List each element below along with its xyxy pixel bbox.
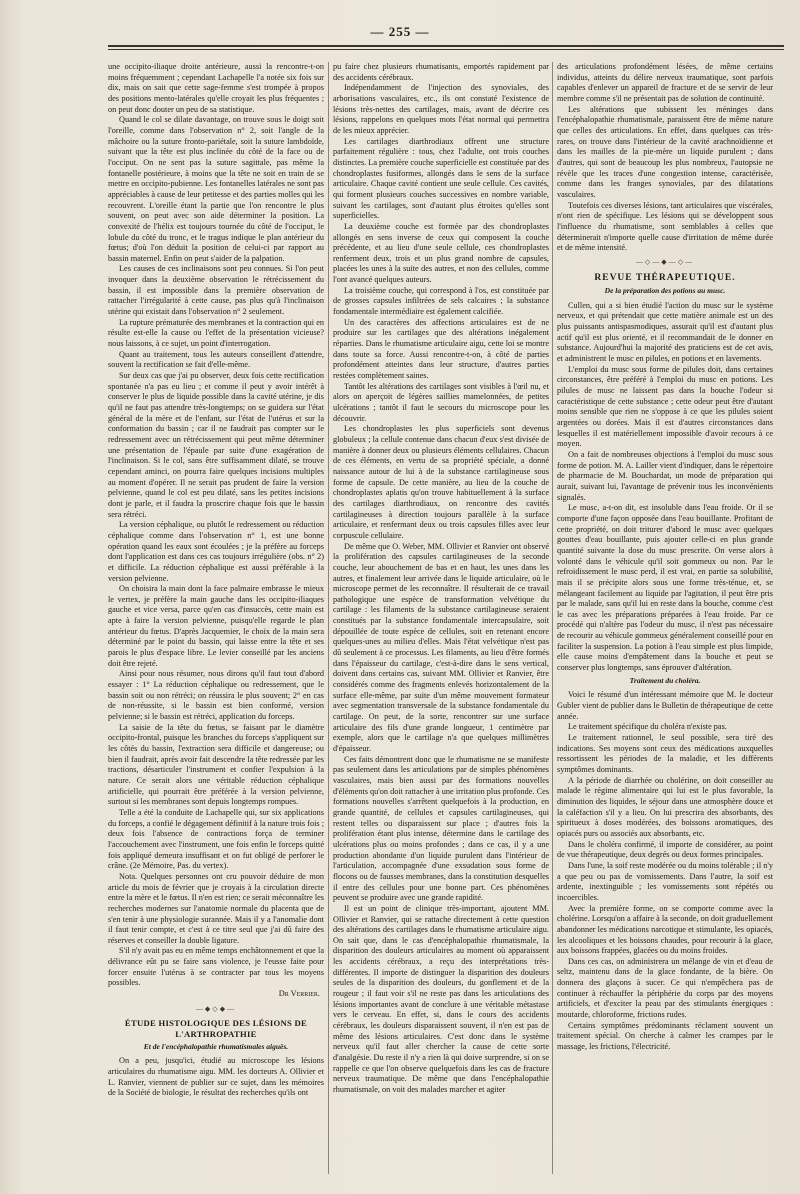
header-rule-thin (108, 49, 784, 50)
paragraph: Ainsi pour nous résumer, nous dirons qu'il faut tout d'abord essayer : 1° La réduction céphalique ou redressement, que le bassin soit ou non rétréci; on réussira le plus souvent; 2° en cas de non-réussite, si le bassin est bien conformé, version pelvienne; si le bassin est rétréci, application du forceps. (108, 669, 324, 722)
paragraph: Telle a été la conduite de Lachapelle qui, sur six applications du forceps, a confié le dégagement définitif à la nature trois fois ; deux fois l'absence de contractions força de terminer l'accouchement avec l'instrument, une fois enfin le forceps quitté fois appliqué demeura insuffisant et on fut obligé de perforer le crâne. (2e Mémoire, Pas. du vertex). (108, 807, 324, 871)
paragraph: Voici le résumé d'un intéressant mémoire que M. le docteur Gubler vient de publier dans le Bulletin de thérapeutique de cette année. (557, 690, 773, 721)
column-divider (552, 62, 553, 1174)
author-signature: Dr Verrier. (278, 989, 320, 999)
paragraph: Il est un point de clinique très-important, ajoutent MM. Ollivier et Ranvier, qui se rattache directement à cette question des altérations des cartilages dans le rhumatisme articulaire aigu. On sait que, dans le cas d'encéphalopathie rhumatismale, la disparition des douleurs articulaires au moment où apparaissent les accidents cérébraux, a reçu des interprétations très-différentes. Il importe de distinguer la disparition des douleurs seules de la disparition des douleurs, du gonflement et de la rougeur ; il faut voir s'il ne reste pas dans les articulations des lésions importantes avant de conclure à une véritable métastase vers le cerveau. En effet, si, dans le cours des accidents cérébraux, les douleurs disparaissent souvent, il n'en est pas de même des lésions articulaires. C'est donc dans le système nerveux qu'il faut aller chercher la cause de cette sorte d'analgésie. Du reste il n'y a rien là qui doive surprendre, si on se rappelle ce que l'on observe quelquefois dans les cas de fracture nerveux traumatique. De même que dans l'encéphalopathie rhumatismale, on voit des malades marcher et agiter (333, 903, 549, 1094)
paragraph: Indépendamment de l'injection des synoviales, des arborisations vasculaires, etc., ils ont constaté l'existence de lésions très-nettes des cartilages, mais, avant de décrire ces lésions, rappelons en quelques mots l'état normal qui permettra de les mieux apprécier. (333, 83, 549, 135)
paragraph: Les causes de ces inclinaisons sont peu connues. Si l'on peut invoquer dans la deuxième observation le rétrécissement du bassin, il est impossible dans la première observation de rattacher l'irrégularité à cette cause, pas plus qu'à l'inclinaison utérine qui existait dans l'observation n° 2 seulement. (108, 264, 324, 317)
paragraph: Dans ces cas, on administrera un mélange de vin et d'eau de seltz, maintenu dans de la glace fondante, de la bière. On donnera des glaçons à sucer. Ce qui n'empêchera pas de continuer à réchauffer la périphérie du corps par des moyens artificiels, et d'exciter la peau par des stimulants énergiques : moutarde, chloroforme, frictions rudes. (557, 956, 773, 1020)
paragraph: La saisie de la tête du fœtus, se faisant par le diamètre occipito-frontal, puisque les branches du forceps s'appliquent sur les côtés du bassin, l'extraction sera difficile et dangereuse; ou bien il faudrait, après avoir fait descendre la tête redressée par les tractions, désarticuler l'instrument et confier l'expulsion à la nature. Ce serait alors une véritable réduction céphalique artificielle, qui pourrait être préférée à la version pelvienne, surtout si les membranes sont depuis longtemps rompues. (108, 722, 324, 807)
article-subheading: Et de l'encéphalopathie rhumatismales aiguës. (143, 1041, 289, 1051)
paragraph: Les chondroplastes les plus superficiels sont devenus globuleux ; la cellule contenue dans chacun d'eux s'est divisée de manière à donner deux ou plusieurs éléments cellulaires. Chacun de ces éléments, en vertu de sa propriété spéciale, a donné naissance autour de lui à de la substance cartilagineuse sous forme de capsule. De cette manière, au lieu de la couche de chondroplastes aplatis qu'on trouve habituellement à la surface des cartilages diarthrodiaux, on rencontre des cavités cartilagineuses à direction toujours parallèle à la surface articulaire, et renfermant deux ou trois capsules filles avec leur corpuscule cellulaire. (333, 424, 549, 540)
ornament-separator: —◇—◆—◇— (635, 257, 695, 266)
paragraph: Dans le choléra confirmé, il importe de considérer, au point de vue thérapeutique, deux degrés ou deux formes principales. (557, 839, 773, 860)
paragraph: Le traitement spécifique du choléra n'existe pas. (568, 722, 727, 732)
paragraph: Avec la première forme, on se comporte comme avec la cholérine. Lorsqu'on a affaire à la seconde, on doit graduellement abandonner les médications narcotique et stimulante, les opiacés, les alcooliques et les boissons chaudes, pour recourir à la glace, aux boissons frappées, glacées ou du moins froides. (557, 903, 773, 956)
section-heading: REVUE THÉRAPEUTIQUE. (594, 273, 736, 284)
paragraph: La version céphalique, ou plutôt le redressement ou réduction céphalique comme dans l'observation n° 1, est une bonne opération quand les eaux sont écoulées ; je la préfère au forceps dont l'application est dans ces cas toujours irrégulière (obs. n° 2) et difficile. La réduction céphalique est aussi préférable à la version pelvienne. (108, 520, 324, 583)
article-heading: ÉTUDE HISTOLOGIQUE DES LÉSIONS DE L'ARTHROPATHIE (124, 1018, 308, 1040)
paragraph: Le musc, a-t-on dit, est insoluble dans l'eau froide. Or il se comporte d'une façon opposée dans l'eau bouillante. Profitant de cette propriété, on doit triturer d'abord le musc avec quelques gouttes d'eau bouillante, puis ajouter celle-ci en plus grande quantité suivante la dose du musc prescrite. On verse alors à volonté dans le véhicule qu'il soit gommeux ou non. Par le refroidissement le musc perd, il est vrai, en partie sa solubilité, mais il se précipite alors sous une forme très-ténue, et, se mélangeant facilement au liquide par l'agitation, il peut être pris par le malade, sans qu'il lui en reste dans la bouche, comme c'est le cas avec les préparations préparées à l'eau froide. Par ce procédé qui n'altère pas l'odeur du musc, il n'est pas nécessaire de recourir au véhicule gommeux généralement conseillé pour en faciliter la suspension. La potion à l'eau simple est plus limpide, elle cause moins d'empâtement dans la bouche et peut se conserver plus longtemps, sans éprouver d'altération. (557, 503, 773, 673)
paragraph: La troisième couche, qui correspond à l'os, est constituée par de grosses capsules infiltrées de sels calcaires ; la substance fondamentale intermédiaire est également calcifiée. (333, 285, 549, 317)
paragraph: La rupture prématurée des membranes et la contraction qui en résulte est-elle la cause ou l'effet de la présentation vicieuse? nous laissons, à ce sujet, un point d'interrogation. (108, 317, 324, 349)
paragraph: Cullen, qui a si bien étudié l'action du musc sur le système nerveux, et qui prétendait que cette matière animale est un des plus puissants antispasmodiques, assurait qu'il est d'autant plus actif qu'il est plus orienté, et il recommandait de le donner en substance. Aujourd'hui la majorité des praticiens est de cet avis, et administrent le musc en pilules, en potions et en lavements. (557, 300, 773, 364)
paragraph: On a fait de nombreuses objections à l'emploi du musc sous forme de potion. M. A. Lailler vient d'indiquer, dans le répertoire de pharmacie de M. Bouchardat, un mode de préparation qui aurait, suivant lui, l'avantage de prévenir tous les inconvénients signalés. (557, 449, 773, 502)
paragraph: On a peu, jusqu'ici, étudié au microscope les lésions articulaires du rhumatisme aigu. MM. les docteurs A. Ollivier et L. Ranvier, viennent de publier sur ce sujet, dans les mémoires de la Société de biologie, le résultat des recherches qu'ils ont (108, 1056, 324, 1098)
paragraph: Ces faits démontrent donc que le rhumatisme ne se manifeste pas seulement dans les articulations par de simples phénomènes vasculaires, mais bien aussi par des formations nouvelles d'éléments qu'on doit rattacher à une irritation plus profonde. Ces formations nouvelles s'arrêtent quelquefois à la production, en grande quantité, de cellules et capsules cartilagineuses, qui restent telles ou disparaissent sur place ; d'autres fois la prolifération étant plus intense, détermine dans le cartilage des ulcérations plus ou moins profondes ; dans ce cas, il y a une production abondante d'un liquide purulent dans l'intérieur de l'articulation, accompagnée d'une exsudation sous forme de flocons ou de fausses membranes, dans la constitution desquelles il entre des cellules pour une bonne part. Ces phénomènes peuvent se produire avec une grande rapidité. (333, 754, 549, 903)
paragraph: La deuxième couche est formée par des chondroplastes allongés en sens inverse de ceux qui composent la couche précédente, et au lieu d'une seule cellule, ces chondroplastes renferment deux, trois et un plus grand nombre de capsules, placées les unes à la suite des autres, et non des cellules, comme l'ont avancé quelques auteurs. (333, 221, 549, 285)
paragraph: Un des caractères des affections articulaires est de ne produire sur les cartilages que des altérations inégalement réparties. Dans le rhumatisme articulaire aigu, cette loi se montre dans toute sa force. Aussi rencontre-t-on, à côté de parties profondément atteintes dans leur structure, d'autres parties restées complètement saines. (333, 317, 549, 381)
paragraph: Sur deux cas que j'ai pu observer, deux fois cette rectification spontanée n'a pas eu lieu ; et comme il peut y avoir intérêt à conserver le plus de liquide possible dans la cavité utérine, je dis qu'il ne faut pas attendre très-longtemps; on se guidera sur l'état général de la mère et de l'enfant, sur l'état de l'utérus et sur la conformation du bassin ; car il ne faudrait pas compter sur le redressement avec un rétrécissement qui peut même déterminer une présentation de l'épaule par suite d'une exagération de l'inclinaison. Si le col, sans être suffisamment dilaté, se trouve cependant aminci, on pourra faire quelques incisions multiples au moment d'opérer. Il ne serait pas prudent de faire la version pelvienne, quand le col est peu dilaté, sans les petites incisions dont je parle, et il faudra la proscrire chaque fois que le bassin sera rétréci. (108, 371, 324, 519)
ornament-separator: —◆◇◆— (195, 1004, 237, 1013)
paragraph: On choisira la main dont la face palmaire embrasse le mieux le vertex, je préfère la main gauche dans les occipito-iliaques gauche et vice versa, parce qu'en cas d'insuccès, cette main est apte à faire la version pelvienne, puisqu'elle regarde le plan antérieur du fœtus. D'après Jacquemier, le choix de la main sera déterminé par le point du bassin, qui laisse entre la tête et ses parois le plus d'espace libre. Le levier conseillé par les anciens doit être rejeté. (108, 584, 324, 668)
header-rule (108, 45, 784, 47)
paragraph: S'il n'y avait pas eu en même temps enchâtonnement et que la délivrance eût pu se faire sans violence, je l'eusse faite pour forcer ensuite l'utérus à se contracter par tous les moyens possibles. (108, 946, 324, 988)
column-divider (328, 62, 329, 1174)
paragraph: L'emploi du musc sous forme de pilules doit, dans certaines circonstances, être préféré à l'emploi du musc en potions. Les pilules de musc ne laissent pas dans la bouche l'odeur si caractéristique de cette substance ; cette odeur peut être d'autant moins sensible que rien ne s'oppose à ce que les pilules soient argentées ou dorées. Mais il est d'autres circonstances dans lesquelles il est matériellement impossible d'avoir recours à ce moyen. (557, 364, 773, 449)
paragraph: Tantôt les altérations des cartilages sont visibles à l'œil nu, et alors on aperçoit de légères saillies mamelonnées, de petites ulcérations ; tantôt il faut le secours du microscope pour les découvrir. (333, 381, 549, 423)
paragraph: une occipito-iliaque droite antérieure, aussi la rencontre-t-on moins fréquemment ; cependant Lachapelle l'a notée six fois sur dix, mais on sait que cette sage-femme s'est trompée à propos des positions mento-latérales qu'elle croyait les plus fréquentes ; on peut donc douter un peu de sa statistique. (108, 62, 324, 114)
column-left (108, 62, 324, 1182)
page-number: — 255 — (370, 24, 430, 39)
paragraph: Les cartilages diarthrodiaux offrent une structure parfaitement régulière : tous, chez l'adulte, ont trois couches distinctes. La première couche superficielle est constituée par des chondroplastes fusiformes, allongés dans le sens de la surface articulaire. Chaque cavité contient une seule cellule. Ces cavités, qui forment plusieurs couches successives en nombre variable, suivant les cartilages, sont d'autant plus étroites qu'elles sont superficielles. (333, 136, 549, 221)
article-subheading: De la préparation des potions au musc. (604, 286, 726, 296)
paragraph: Certains symptômes prédominants réclament souvent un traitement spécial. On cherche à calmer les crampes par le massage, les frictions, l'électricité. (557, 1020, 773, 1052)
paragraph: Quant au traitement, tous les auteurs conseillent d'attendre, souvent la rectification se fait d'elle-même. (108, 349, 324, 370)
paragraph: Quand le col se dilate davantage, on trouve sous le doigt soit l'oreille, comme dans l'observation n° 2, soit l'angle de la mâchoire ou la suture fronto-pariétale, soit la suture lambdoïde, suivant que la tête est plus inclinée du côté de la face ou de l'occiput. On ne sent pas la suture sagittale, pas même la fontanelle postérieure, à moins que la tête ne soit en train de se mettre en occipito-pubienne. Les fontanelles latérales ne sont pas appréciables à cause de leur petitesse et des parties molles qui les recouvrent. L'oreille étant la partie que l'on rencontre le plus souvent, on peut avec son aide déterminer la position. La convexité de l'hélix est toujours tournée du côté de l'occiput, le lobule du côté du tronc, et le tragus indique le plan antérieur du fœtus; d'où l'on déduit la position de celui-ci par rapport au bassin maternel. Enfin on peut s'aider de la palpation. (108, 115, 324, 263)
article-subheading: Traitement du choléra. (629, 675, 701, 685)
paragraph: Toutefois ces diverses lésions, tant articulaires que viscérales, n'ont rien de spécifique. Les lésions qui se développent sous l'influence du rhumatisme, sont semblables à celles que déterminerait n'importe quelle cause d'irritation de même durée et de même intensité. (557, 200, 773, 253)
paragraph: De même que O. Weber, MM. Ollivier et Ranvier ont observé la prolifération des capsules cartilagineuses de la seconde couche, leur abouchement de bas et en haut, les unes dans les autres, et finalement leur arrivée dans le liquide articulaire, où le microscope permet de les reconnaître. Il résulterait de ce travail pathologique une espèce de transformation velvétique du cartilage : les filaments de la substance cartilagineuse seraient constitués par la substance fondamentale intercapsulaire, soit dépouillée de toute espèce de cellules, soit en retenant encore quelques-unes au milieu d'elles. Mais l'état velvétique n'est pas dû seulement à ce processus. Les filaments, au lieu d'être formés dans l'épaisseur du cartilage, c'est-à-dire dans le sens vertical, doivent dans certains cas, suivant MM. Ollivier et Ranvier, être considérés comme des fragments enlevés horizontalement de la surface elle-même, par suite d'un même mouvement formateur avec segmentation transversale de la substance fondamentale du cartilage. On peut, de la sorte, rencontrer sur une surface articulaire des fils d'une grande longueur, 1 centimètre par exemple, alors que le cartilage n'a que quelques millimètres d'épaisseur. (333, 541, 549, 753)
paragraph: A la période de diarrhée ou cholérine, on doit conseiller au malade le régime alimentaire qui lui est le plus favorable, la diminution des liquides, le séjour dans une atmosphère douce et la caléfaction s'il y a lieu. On lui prescrira des absorbants, des spiritueux à doses modérées, des boissons aromatiques, des opiacés purs ou associés aux absorbants, etc. (557, 775, 773, 838)
column-right (557, 62, 773, 1182)
paragraph: des articulations profondément lésées, de même certains individus, atteints du délire nerveux traumatique, sont parfois capables d'enlever un appareil de fracture et de se servir de leur membre comme s'il ne présentait pas de solution de continuité. (557, 62, 773, 103)
paragraph: Le traitement rationnel, le seul possible, sera tiré des indications. Ses moyens sont ceux des médications auxquelles ressortissent les périodes de la maladie, et les différents symptômes dominants. (557, 733, 773, 774)
column-middle (333, 62, 549, 1182)
paragraph: Dans l'une, la soif reste modérée ou du moins tolérable ; il n'y a que peu ou pas de vomissements. Dans l'autre, la soif est ardente, inextinguible ; les vomissements sont répétés ou incoercibles. (557, 860, 773, 902)
paragraph: pu faire chez plusieurs rhumatisants, emportés rapidement par des accidents cérébraux. (333, 62, 549, 82)
paragraph: Les altérations que subissent les méninges dans l'encéphalopathie rhumatismale, paraissent être de même nature que celles des articulations. En effet, dans quelques cas très-rares, on trouve dans l'intérieur de la cavité arachnoïdienne et dans les mailles de la pie-mère un liquide purulent ; dans d'autres, qui sont de beaucoup les plus nombreux, l'autopsie ne révèle que les traces d'une congestion intense, caractérisée, comme dans les franges synoviales, par des dilatations vasculaires. (557, 104, 773, 199)
paragraph: Nota. Quelques personnes ont cru pouvoir déduire de mon article du mois de février que je croyais à la circulation directe entre la mère et le fœtus. Il n'en est rien; ce serait méconnaître les recherches modernes sur l'anatomie normale du placenta que de s'en tenir à une physiologie surannée. Mais il y a l'anomalie dont il faut tenir compte, et c'est à ce titre seul que j'ai dû faire des réserves et conseiller la double ligature. (108, 871, 324, 945)
